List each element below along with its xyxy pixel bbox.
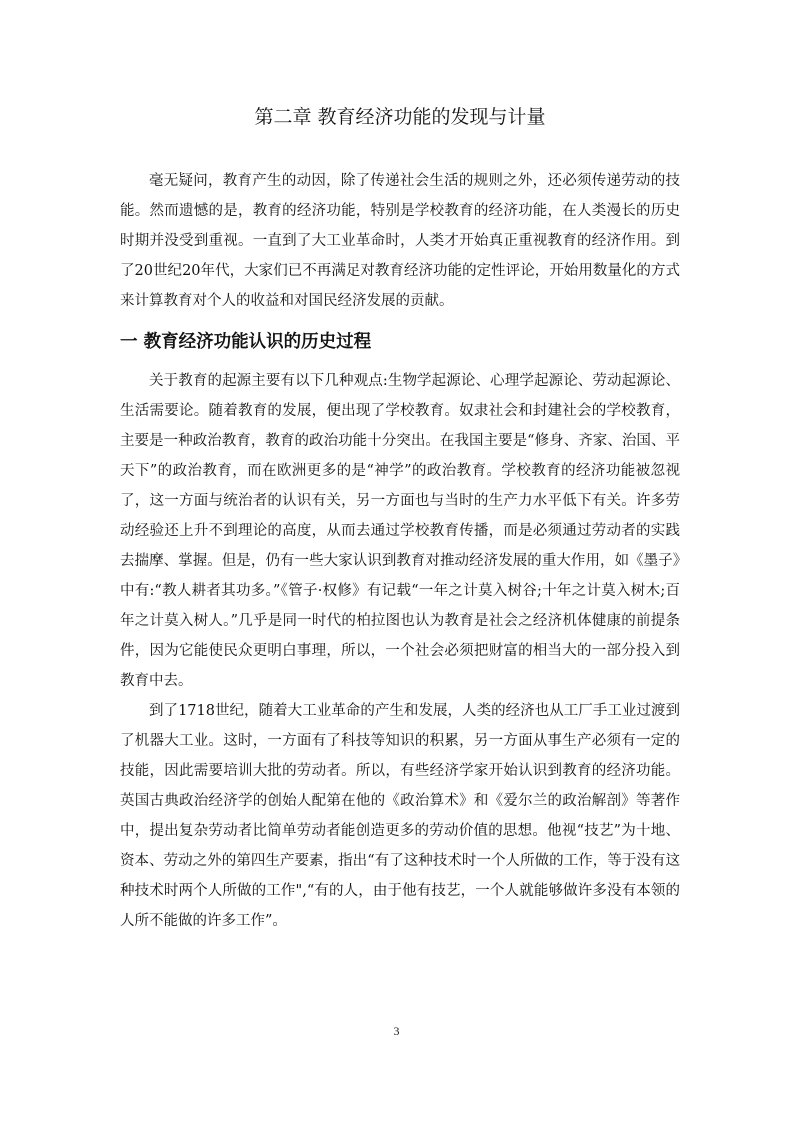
section-title: 一 教育经济功能认识的历史过程	[120, 332, 372, 352]
page-number: 3	[393, 1024, 400, 1038]
chapter-intro-paragraph: 毫无疑问，教育产生的动因，除了传递社会生活的规则之外，还必须传递劳动的技能。然而遗憾的是，教育的经济功能，特别是学校教育的经济功能，在人类漫长的历史时期并没受到重视。一直到了大工业革命时，人类才开始真正重视教育的经济作用。到了20世纪20年代，大家们已不再满足对教育经济功能的定性评论，开始用数量化的方式来计算教育对个人的收益和对国民经济发展的贡献。	[120, 173, 680, 309]
section-paragraph-1: 关于教育的起源主要有以下几种观点:生物学起源论、心理学起源论、劳动起源论、生活需要论。随着教育的发展，便出现了学校教育。奴隶社会和封建社会的学校教育，主要是一种政治教育，教育的政治功能十分突出。在我国主要是“修身、齐家、治国、平天下”的政治教育，而在欧洲更多的是“神学”的政治教育。学校教育的经济功能被忽视了，这一方面与统治者的认识有关，另一方面也与当时的生产力水平低下有关。许多劳动经验还上升不到理论的高度，从而去通过学校教育传播，而是必须通过劳动者的实践去揣摩、掌握。但是，仍有一些大家认识到教育对推动经济发展的重大作用，如《墨子》中有:“教人耕者其功多。”《管子·权修》有记载“一年之计莫入树谷;十年之计莫入树木;百年之计莫入树人。”几乎是同一时代的柏拉图也认为教育是社会之经济机体健康的前提条件，因为它能使民众更明白事理，所以，一个社会必须把财富的相当大的一部分投入到教育中去。	[120, 373, 680, 689]
section-paragraph-2: 到了1718世纪，随着大工业革命的产生和发展，人类的经济也从工厂手工业过渡到了机器大工业。这时，一方面有了科技等知识的积累，另一方面从事生产必须有一定的技能，因此需要培训大批的劳动者。所以，有些经济学家开始认识到教育的经济功能。英国古典政治经济学的创始人配第在他的《政治算术》和《爱尔兰的政治解剖》等著作中，提出复杂劳动者比简单劳动者能创造更多的劳动价值的思想。他视“技艺”为十地、资本、劳动之外的第四生产要素，指出“有了这种技术时一个人所做的工作，等于没有这种技术时两个人所做的工作",“有的人，由于他有技艺，一个人就能够做许多没有本领的人所不能做的许多工作”。	[120, 703, 680, 929]
page-content	[120, 100, 680, 936]
chapter-title: 第二章 教育经济功能的发现与计量	[254, 106, 546, 128]
